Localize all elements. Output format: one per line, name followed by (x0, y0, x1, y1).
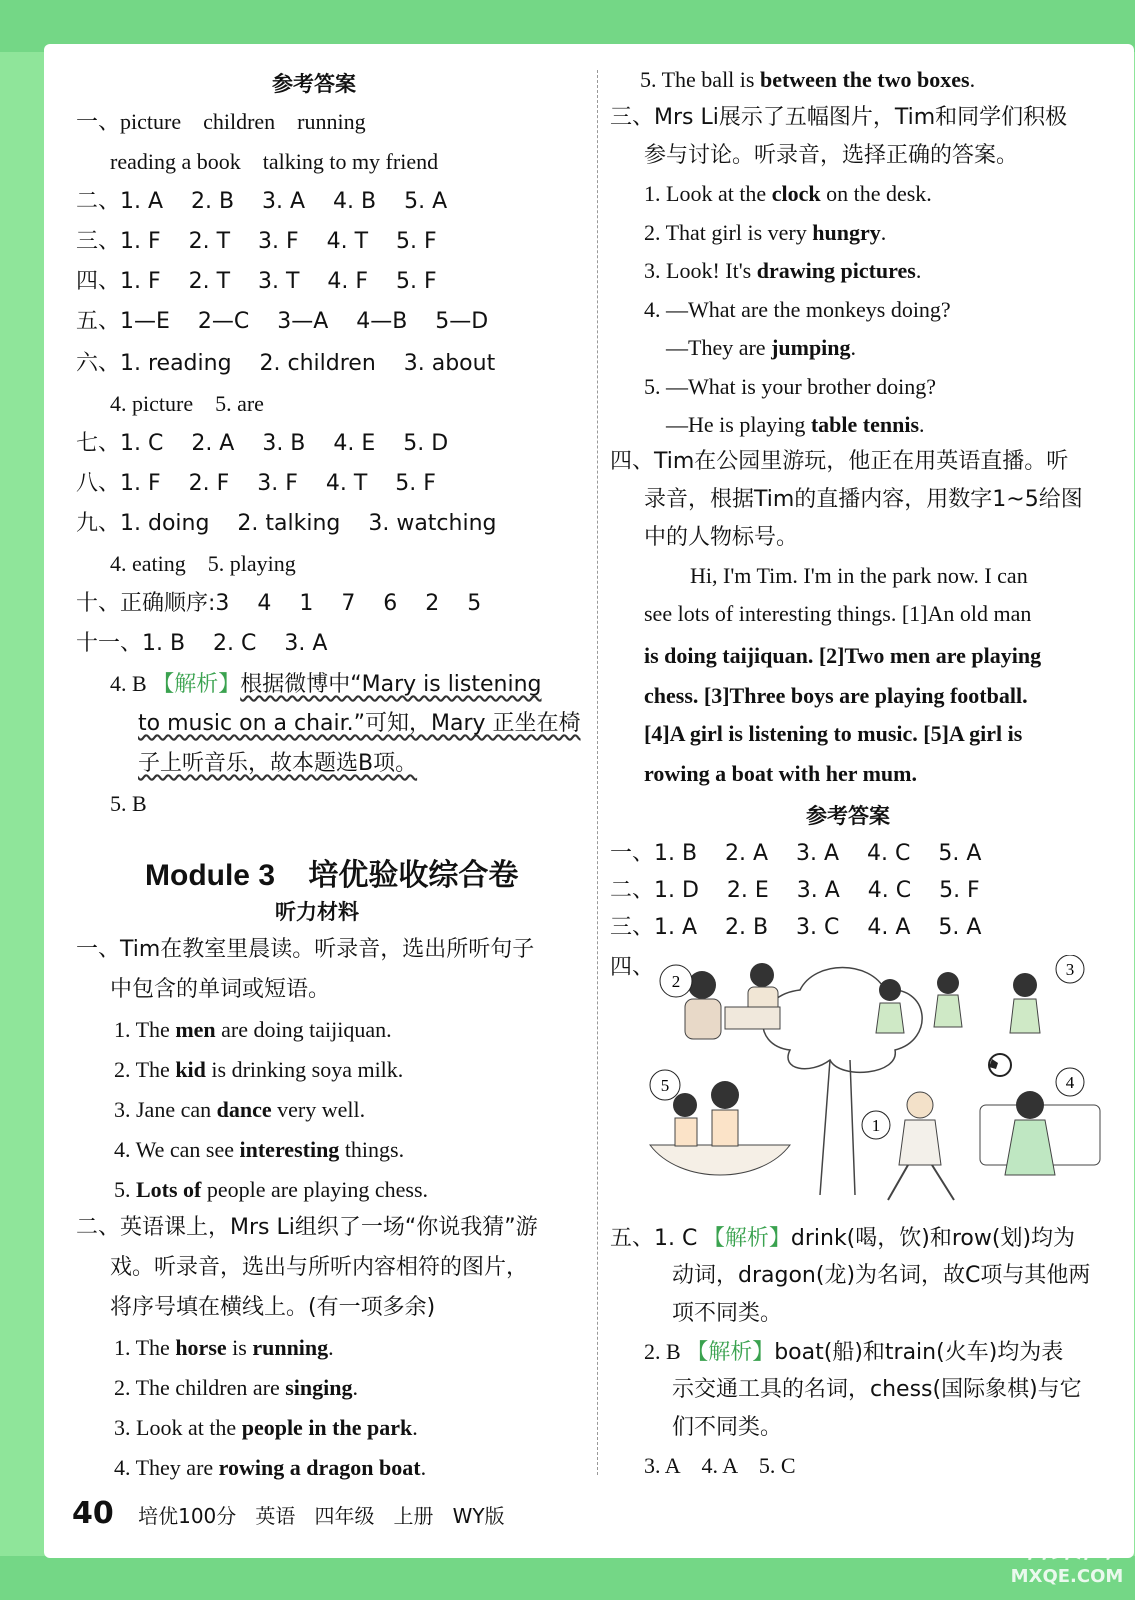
q3-item: —He is playing table tennis. (666, 412, 925, 437)
right-answer-2: 二、1. D 2. E 3. A 4. C 5. F (610, 878, 980, 903)
q3-item: 3. Look! It's drawing pictures. (644, 258, 922, 283)
label-5 (650, 1070, 680, 1100)
right-answer-1: 一、1. B 2. A 3. A 4. C 5. A (610, 841, 982, 866)
question-1-prompt-cont: 中包含的单词或短语。 (110, 977, 331, 1002)
q3-item: 2. That girl is very hungry. (644, 219, 887, 245)
footer-volume: 上册 (393, 1504, 434, 1528)
label-1 (862, 1111, 890, 1139)
svg-text:4: 4 (1065, 1073, 1075, 1092)
column-divider (597, 70, 598, 1475)
transcript-line-5: [4]A girl is listening to music. [5]A girl is (644, 721, 1023, 746)
question-2-prompt: 二、英语课上，Mrs Li组织了一场“你说我猜”游 (76, 1215, 538, 1240)
page-number: 40 (72, 1496, 114, 1531)
right-answer-5-2-cont2: 们不同类。 (672, 1415, 783, 1440)
answer-1: 一、picture children running (76, 109, 366, 135)
answer-1-cont: reading a book talking to my friend (110, 149, 439, 174)
analysis-tag-2: 【解析】 (702, 1226, 791, 1251)
q1-item: 3. Jane can dance very well. (114, 1097, 366, 1122)
answer-11: 十一、1. B 2. C 3. A (76, 631, 328, 656)
right-answer-5-cont: 动词，dragon(龙)为名词，故C项与其他两 (672, 1263, 1091, 1288)
answers-heading-2: 参考答案 (806, 804, 890, 828)
q1-item: 5. Lots of people are playing chess. (114, 1177, 429, 1202)
answer-10: 十、正确顺序:3 4 1 7 6 2 5 (76, 591, 482, 616)
answer-6: 六、1. reading 2. children 3. about (76, 351, 496, 376)
q2-item: 3. Look at the people in the park. (114, 1415, 418, 1440)
right-answer-3: 三、1. A 2. B 3. C 4. A 5. A (610, 915, 982, 940)
analysis-tag: 【解析】 (152, 672, 241, 697)
right-answer-5-rest: 3. A 4. A 5. C (644, 1453, 796, 1478)
transcript-line-3: is doing taijiquan. [2]Two men are playing (644, 643, 1042, 668)
question-2-prompt-cont2: 将序号填在横线上。(有一项多余) (110, 1295, 436, 1320)
footer-edition: WY版 (452, 1504, 505, 1528)
q1-item: 4. We can see interesting things. (114, 1137, 405, 1162)
answer-6-cont: 4. picture 5. are (110, 391, 264, 416)
right-answer-5-2-cont: 示交通工具的名词，chess(国际象棋)与它 (672, 1377, 1082, 1402)
q3-item: 1. Look at the clock on the desk. (644, 181, 932, 206)
transcript-line-1: Hi, I'm Tim. I'm in the park now. I can (690, 563, 1028, 588)
q2-item: 4. They are rowing a dragon boat. (114, 1455, 427, 1480)
question-3-prompt-cont: 参与讨论。听录音，选择正确的答案。 (644, 143, 1019, 168)
answer-9: 九、1. doing 2. talking 3. watching (76, 511, 497, 536)
question-1-prompt: 一、Tim在教室里晨读。听录音，选出所听句子 (76, 937, 535, 962)
answer-4: 四、1. F 2. T 3. T 4. F 5. F (76, 269, 437, 294)
right-answer-5: 五、1. C 【解析】drink(喝，饮)和row(划)均为 (610, 1226, 1076, 1251)
answer-11-5: 5. B (110, 791, 147, 816)
answer-3: 三、1. F 2. T 3. F 4. T 5. F (76, 229, 437, 254)
label-2 (660, 965, 692, 997)
q1-item: 2. The kid is drinking soya milk. (114, 1057, 404, 1082)
question-2-prompt-cont: 戏。听录音，选出与所听内容相符的图片， (110, 1255, 529, 1280)
q1-item: 1. The men are doing taijiquan. (114, 1017, 392, 1042)
answer-11-4-cont2: 子上听音乐，故本题选B项。 (138, 751, 418, 776)
q3-item: 5. —What is your brother doing? (644, 373, 937, 399)
q2-item: 2. The children are singing. (114, 1375, 359, 1400)
answers-heading: 参考答案 (272, 72, 356, 96)
answer-8: 八、1. F 2. F 3. F 4. T 5. F (76, 471, 436, 496)
module-title: Module 3 培优验收综合卷 (145, 859, 519, 892)
question-4-prompt-cont: 录音，根据Tim的直播内容，用数字1~5给图 (644, 487, 1083, 512)
transcript-line-2: see lots of interesting things. [1]An old man (644, 601, 1032, 626)
answer-11-4-cont: to music on a chair.”可知，Mary 正坐在椅 (138, 711, 581, 736)
svg-text:3: 3 (1065, 960, 1075, 979)
right-answer-5-cont2: 项不同类。 (672, 1301, 783, 1326)
park-illustration (640, 955, 1110, 1213)
answer-9-cont: 4. eating 5. playing (110, 551, 296, 576)
question-3-prompt: 三、Mrs Li展示了五幅图片，Tim和同学们积极 (610, 105, 1068, 130)
answer-11-4: 4. B 【解析】根据微博中“Mary is listening (110, 671, 542, 697)
watermark-logo: 答案圈 MXQE.COM (1010, 1530, 1124, 1587)
svg-text:2: 2 (671, 972, 681, 991)
bottom-border (0, 1556, 1135, 1600)
label-3 (1056, 955, 1084, 983)
right-answer-4: 四、 (610, 955, 655, 980)
svg-text:1: 1 (871, 1116, 881, 1135)
transcript-line-6: rowing a boat with her mum. (644, 761, 917, 786)
question-4-prompt: 四、Tim在公园里游玩，他正在用英语直播。听 (610, 449, 1069, 474)
answer-2: 二、1. A 2. B 3. A 4. B 5. A (76, 189, 448, 214)
transcript-line-4: chess. [3]Three boys are playing football. (644, 683, 1028, 708)
answer-5: 五、1—E 2—C 3—A 4—B 5—D (76, 309, 489, 334)
question-4-prompt-cont2: 中的人物标号。 (644, 525, 799, 550)
q3-item: 4. —What are the monkeys doing? (644, 296, 951, 322)
page-footer (72, 1496, 505, 1531)
q2-item: 1. The horse is running. (114, 1335, 334, 1360)
q3-item: —They are jumping. (666, 335, 857, 360)
answer-7: 七、1. C 2. A 3. B 4. E 5. D (76, 431, 449, 456)
footer-subject: 英语 (255, 1504, 296, 1528)
analysis-tag-3: 【解析】 (686, 1340, 775, 1365)
listening-heading: 听力材料 (275, 900, 359, 924)
label-4 (1056, 1068, 1084, 1096)
footer-grade: 四年级 (314, 1504, 375, 1528)
footer-book: 培优100分 (138, 1504, 237, 1528)
svg-text:5: 5 (660, 1076, 670, 1095)
right-answer-5-2: 2. B 【解析】boat(船)和train(火车)均为表 (644, 1339, 1064, 1365)
q2-item-5: 5. The ball is between the two boxes. (640, 67, 976, 92)
